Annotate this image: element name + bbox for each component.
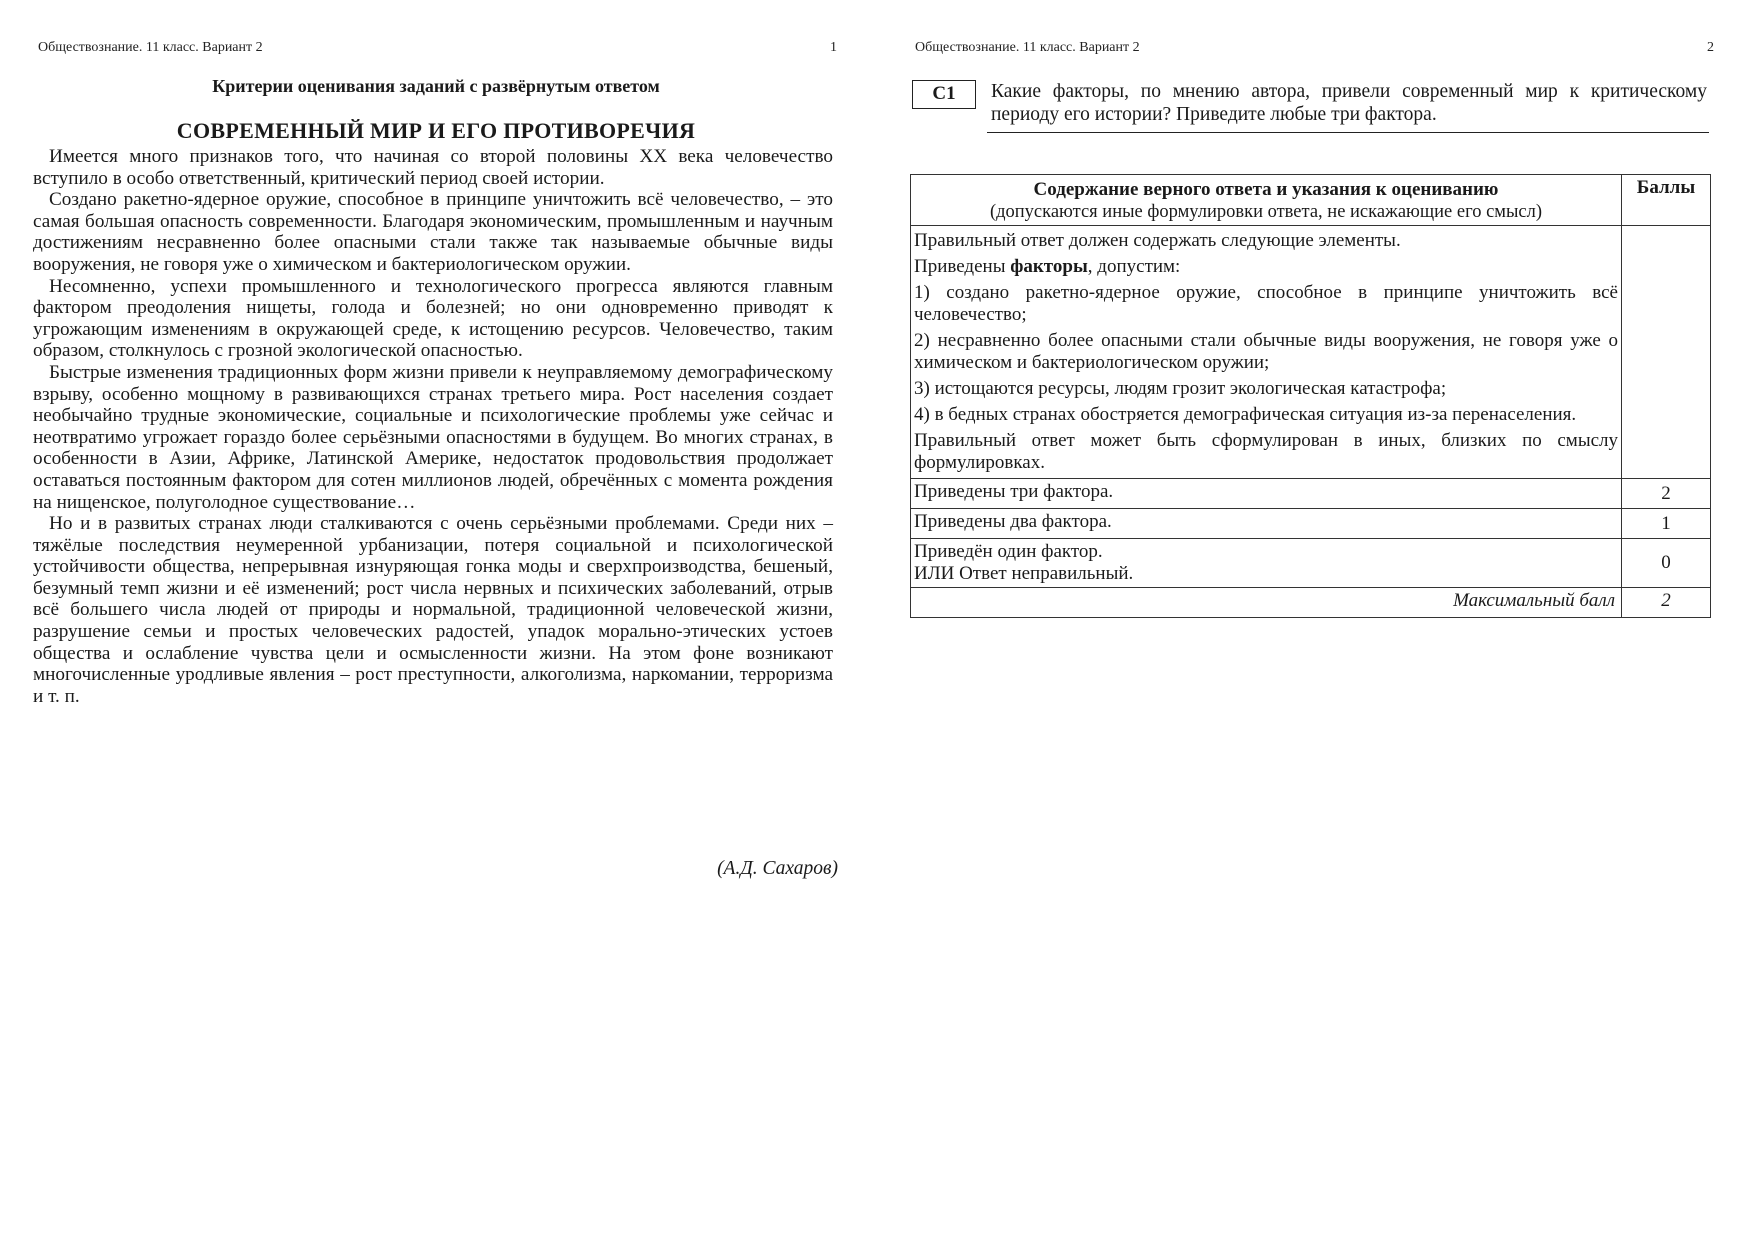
factors-suffix: , допустим:	[1087, 256, 1181, 277]
score-row	[911, 509, 1711, 539]
score-row-text-alt: ИЛИ Ответ неправильный.	[914, 563, 1134, 584]
header-sub: (допускаются иные формулировки ответа, не искажающие его смысл)	[989, 202, 1543, 222]
page-number: 2	[1707, 40, 1714, 55]
header-main: Содержание верного ответа и указания к оцениванию	[1033, 179, 1499, 200]
source-text	[33, 146, 833, 707]
paragraph: Но и в развитых странах люди сталкиваются с очень серьёзными проблемами. Среди них – тяжёлые последствия неумеренной урбанизации, потеря социальной и психологической устойчивости общества, непрерывная изнуряющая гонка моды и сверхпроизводства, бешеный, безумный темп жизни и её изменений; рост числа нервных и психических заболеваний, отрыв всё большего числа людей от природы и нормальной, традиционной человеческой жизни, разрушение семьи и простых человеческих радостей, упадок морально-этических устоев общества и ослабление чувства цели и осмысленности жизни. На этом фоне возникают многочисленные уродливые явления – рост преступности, алкоголизма, наркомании, терроризма и т. п.	[33, 513, 833, 707]
max-score-label: Максимальный балл	[911, 588, 1622, 618]
page-number: 1	[830, 40, 837, 55]
factors-prefix: Приведены	[914, 256, 1011, 277]
header-score: Баллы	[1622, 175, 1711, 226]
table-header-row	[911, 175, 1711, 226]
running-header: Обществознание. 11 класс. Вариант 2	[915, 40, 1140, 55]
content-factors-line	[914, 256, 1618, 278]
content-intro: Правильный ответ должен содержать следующие элементы.	[914, 230, 1401, 251]
factor-item: 3) истощаются ресурсы, людям грозит экологическая катастрофа;	[914, 378, 1447, 399]
score-row-text: Приведены три фактора.	[911, 479, 1622, 509]
author: (А.Д. Сахаров)	[717, 858, 838, 879]
content-note: Правильный ответ может быть сформулирован в иных, близких по смыслу формулировках.	[914, 430, 1618, 473]
score-value: 2	[1622, 479, 1711, 509]
paragraph: Быстрые изменения традиционных форм жизни привели к неуправляемому демографическому взрыву, особенно мощному в развивающихся странах третьего мира. Рост населения создает необычайно трудные экономические, социальные и психологические проблемы уже сейчас и неотвратимо угрожает гораздо более серьёзными опасностями в будущем. Во многих странах, в особенности в Азии, Африке, Латинской Америке, недостаток продовольствия продолжает оставаться постоянным фактором для сотен миллионов людей, обречённых с момента рождения на нищенское, полуголодное существование…	[33, 361, 833, 513]
task-label: С1	[912, 80, 976, 109]
factor-item: 4) в бедных странах обостряется демографическая ситуация из-за перенаселения.	[914, 404, 1577, 425]
question-underline	[987, 132, 1709, 133]
paragraph: Имеется много признаков того, что начиная со второй половины XX века человечество вступило в особо ответственный, критический период своей истории.	[33, 146, 833, 189]
factor-item: 2) несравненно более опасными стали обычные виды вооружения, не говоря уже о химическом и бактериологическом оружии;	[914, 330, 1618, 373]
answer-content	[911, 226, 1622, 479]
score-row-text: Приведены два фактора.	[911, 509, 1622, 539]
text-title: СОВРЕМЕННЫЙ МИР И ЕГО ПРОТИВОРЕЧИЯ	[176, 118, 696, 143]
right-page	[877, 0, 1754, 1239]
criteria-title: Критерии оценивания заданий с развёрнутым ответом	[212, 76, 660, 96]
max-score-row	[911, 588, 1711, 618]
score-value: 0	[1622, 539, 1711, 588]
answer-content-row	[911, 226, 1711, 479]
task-question: Какие факторы, по мнению автора, привели современный мир к критическому периоду его истории? Приведите любые три фактора.	[991, 81, 1707, 125]
score-value: 1	[1622, 509, 1711, 539]
factors-bold: факторы	[1010, 256, 1088, 277]
score-row	[911, 479, 1711, 509]
factor-item: 1) создано ракетно-ядерное оружие, способное в принципе уничтожить всё человечество;	[914, 282, 1618, 325]
score-row-text: Приведён один фактор.	[914, 541, 1103, 562]
score-row	[911, 539, 1711, 588]
empty-score-cell	[1622, 226, 1711, 479]
running-header: Обществознание. 11 класс. Вариант 2	[38, 40, 263, 55]
header-content	[911, 175, 1622, 226]
score-row-text-multi	[911, 539, 1622, 588]
paragraph: Создано ракетно-ядерное оружие, способное в принципе уничтожить всё человечество, – это самая большая опасность современности. Благодаря экономическим, промышленным и научным достижениям несравненно более опасными стали также так называемые обычные виды вооружения, не говоря уже о химическом и бактериологическом оружии.	[33, 189, 833, 275]
max-score-value: 2	[1622, 588, 1711, 618]
grading-table	[910, 174, 1711, 618]
paragraph: Несомненно, успехи промышленного и технологического прогресса являются главным фактором преодоления нищеты, голода и болезней; но они одновременно приводят к угрожающим изменениям в окружающей среде, к истощению ресурсов. Человечество, таким образом, столкнулось с грозной экологической опасностью.	[33, 275, 833, 362]
